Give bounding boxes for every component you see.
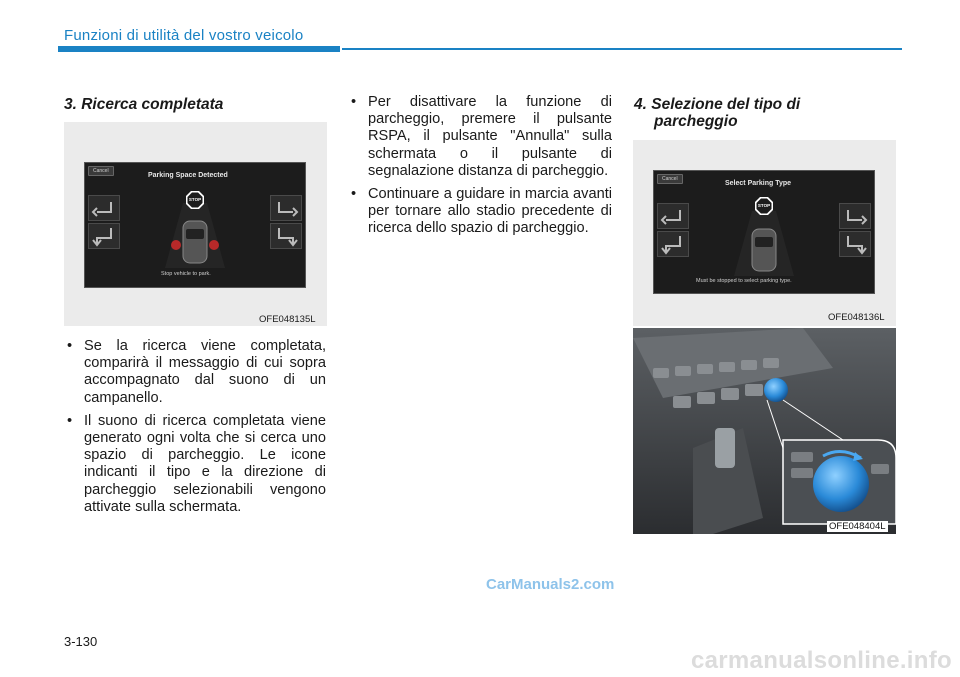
parking-type-left-top	[88, 195, 120, 221]
header-rule	[342, 48, 902, 50]
center-console-photo	[633, 328, 896, 534]
bullet-list-left	[64, 338, 326, 522]
figure-code: OFE048136L	[828, 312, 885, 323]
parking-type-left-bottom	[88, 223, 120, 249]
page-number: 3-130	[64, 634, 98, 649]
list-item: • Continuare a guidare in marcia avanti per tornare allo stadio precedente di ricerca dello spazio di parcheggio.	[348, 186, 612, 238]
figure-select-parking-type	[633, 140, 896, 326]
cancel-button: Cancel	[657, 174, 683, 184]
section-3-title: 3. Ricerca completata	[64, 96, 224, 113]
parking-arrow-icon	[658, 232, 688, 256]
stop-sign-text: STOP	[757, 203, 771, 208]
section-4-title	[634, 96, 800, 130]
chapter-title: Funzioni di utilità del vostro veicolo	[64, 27, 304, 44]
list-item: • Per disattivare la funzione di parcheggio, premere il pulsante RSPA, il pulsante "Annulla" sulla schermata o il pulsante di segnalazione distanza di parcheggio.	[348, 94, 612, 180]
parking-type-right-bottom	[839, 231, 871, 257]
bullet-list-middle	[348, 94, 612, 244]
footer-watermark: carmanualsonline.info	[690, 647, 952, 674]
photo-code: OFE048404L	[829, 521, 886, 532]
screen-footer-text: Stop vehicle to park.	[161, 271, 211, 277]
display-screen	[84, 162, 306, 288]
parking-type-left-top	[657, 203, 689, 229]
parking-arrow-icon	[271, 196, 301, 220]
section-4-title-line2: parcheggio	[654, 113, 738, 130]
parking-arrow-icon	[658, 204, 688, 228]
parking-type-right-top	[270, 195, 302, 221]
stop-sign-text: STOP	[188, 197, 202, 202]
display-screen	[653, 170, 875, 294]
parking-arrow-icon	[840, 204, 870, 228]
figure-code: OFE048135L	[259, 314, 316, 325]
list-item: • Il suono di ricerca completata viene generato ogni volta che si cerca uno spazio di parcheggio. Le icone indicanti il tipo e la direzione di parcheggio selezionabili vengono attivate sulla schermata.	[64, 413, 326, 516]
cancel-button: Cancel	[88, 166, 114, 176]
console-illustration	[633, 328, 896, 534]
parking-arrow-icon	[89, 224, 119, 248]
figure-parking-detected	[64, 122, 327, 326]
parking-arrow-icon	[840, 232, 870, 256]
section-4-title-line1: 4. Selezione del tipo di	[634, 96, 801, 113]
parking-type-right-bottom	[270, 223, 302, 249]
header-accent-bar	[58, 46, 340, 52]
parking-arrow-icon	[271, 224, 301, 248]
screen-footer-text: Must be stopped to select parking type.	[696, 278, 792, 284]
screen-title: Parking Space Detected	[148, 172, 228, 179]
site-watermark[interactable]: CarManuals2.com	[486, 576, 615, 593]
screen-title: Select Parking Type	[725, 180, 792, 187]
parking-type-left-bottom	[657, 231, 689, 257]
parking-arrow-icon	[89, 196, 119, 220]
list-item: • Se la ricerca viene completata, comparirà il messaggio di cui sopra accompagnato dal suono di un campanello.	[64, 338, 326, 407]
parking-type-right-top	[839, 203, 871, 229]
